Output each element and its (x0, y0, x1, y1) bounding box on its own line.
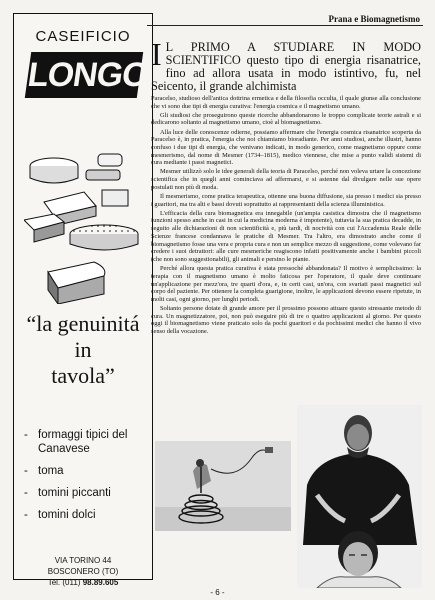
product-item: - toma (24, 465, 64, 477)
cheese-advertisement (13, 13, 153, 587)
drop-cap: I (151, 36, 162, 72)
ad-heading: CASEIFICIO (35, 28, 131, 45)
product-bullet: - (24, 487, 28, 499)
slogan-line-2: in (74, 337, 92, 362)
product-item: - tomini dolci (24, 509, 96, 521)
product-list (24, 428, 150, 530)
address-city: BOSCONERO (TO) (47, 567, 119, 576)
slogan-line-1: “la genuinitá (26, 311, 140, 336)
section-heading: Prana e Biomagnetismo (328, 14, 420, 24)
article-paragraph: Alla luce delle conoscenze odierne, possiamo affermare che l'energia cosmica risanatrice scoperta da Paracelso è, in pratica, l'energia che noi chiamiamo bioradiante. Per anni studiosi, anche illustri, hanno confuso i due tipi di energia, che venivano indicati, in modo generico, come magnetismo oppure come mesmerismo, dal nome di Mesmer (1734–1815), medico viennese, che mise a punto validi sistemi di cura mediante i passi magnetici. (151, 128, 421, 167)
article-paragraph: L'efficacia della cura biomagnetica era innegabile (un'ampia casistica dimostra che il magnetismo funzioni spesso anche in casi in cui la medicina moderna è impotente), tuttavia la sua pratica decadde, in seguito alle dichiarazioni di non scientificità e, più tardi, di nocività con cui l'Accademia Reale delle Scienze francese condannava le pratiche di Mesmer. Tra l'altro, era dimostrato anche come il biomagnetismo fosse una vera e propria cura e non un semplice mezzo di suggestione, come volevano far credere i suoi detrattori: alle cure mesmeriche reagiscono infatti positivamente anche i bambini piccoli (che non sono suggestionabili), gli animali e persino le piante. (151, 209, 421, 263)
slogan-line-3: tavola” (51, 363, 115, 388)
healer-photo (297, 405, 422, 588)
article-paragraph: Perché allora questa pratica curativa è stata pressoché abbandonata? Il motivo è semplicissimo: la terapia con il magnetismo umano è molto faticosa per l'operatore, il quale deve continuare un'applicazione per mezz'ora, tre quarti d'ora, e, in certi casi, un'ora, con svariati passi magnetici sul corpo del paziente. Per ottenere la completa guarigione, inoltre, le applicazioni devono essere ripetute, in molti casi, ogni giorno, per lunghi periodi. (151, 265, 421, 303)
cheese-illustration (24, 144, 146, 304)
article-lead (151, 36, 421, 110)
header-rule (147, 25, 423, 26)
ad-address (14, 555, 152, 588)
page-number: - 6 - (210, 588, 225, 597)
phone-number: 98.89.605 (82, 578, 119, 587)
article-paragraph: Soltanto persone dotate di grande amore per il prossimo possono attuare questo stressante metodo di cura. Un magnetizzatore, poi, non può eseguire più di tre o quattro applicazioni al giorno. Per questo oggi il biomagnetismo viene praticato solo da pochi guaritori e da pochissimi medici che hanno il vivo senso della vocazione. (151, 305, 421, 336)
ad-slogan (14, 311, 152, 389)
lead-text-large: L PRIMO A STUDIARE IN MODO SCIENTIFICO questo tipo di energia risanatrice, fino ad allora usata in modo istintivo, fu, nel Seicento, il grande alchimista (151, 40, 421, 94)
phone-prefix: Tel. (011) (47, 578, 81, 587)
phone-line (14, 577, 152, 588)
article-body (151, 36, 421, 337)
article-paragraph: Gli studiosi che proseguirono queste ricerche abbandonarono le troppo complicate teorie astrali e si dedicarono soltanto al magnetismo umano, cioè al biomagnetismo. (151, 111, 421, 127)
product-item: - formaggi tipici del Canavese (24, 429, 128, 455)
article-paragraph: Mesmer utilizzò solo le idee generali della teoria di Paracelso, perché non voleva urtare la concezione scientifica che in quegli anni cominciava ad affermarsi, e si astenne dal divulgare nelle sue opere postulati non più di moda. (151, 168, 421, 191)
magnetic-coil-photo (155, 441, 291, 531)
lead-text: Paracelso, studioso dell'antica dottrina ermetica e della filosofia occulta, il quale giunse alla conclusione che vi sono due tipi di energia curativa: l'energia cosmica e il magnetismo umano. (151, 94, 421, 110)
article-paragraph: Il mesmerismo, come pratica terapeutica, ottenne una buona diffusione, sia presso i medici sia presso i guaritori, ma tra alti e bassi dovuti soprattutto ai rappresentanti della scienza illuministica. (151, 192, 421, 208)
product-item: - tomini piccanti (24, 487, 111, 499)
brand-logo: LONGO (25, 52, 143, 98)
address-street: VIA TORINO 44 (54, 556, 112, 565)
product-bullet: - (24, 509, 28, 521)
product-bullet: - (24, 465, 28, 477)
product-bullet: - (24, 429, 28, 441)
